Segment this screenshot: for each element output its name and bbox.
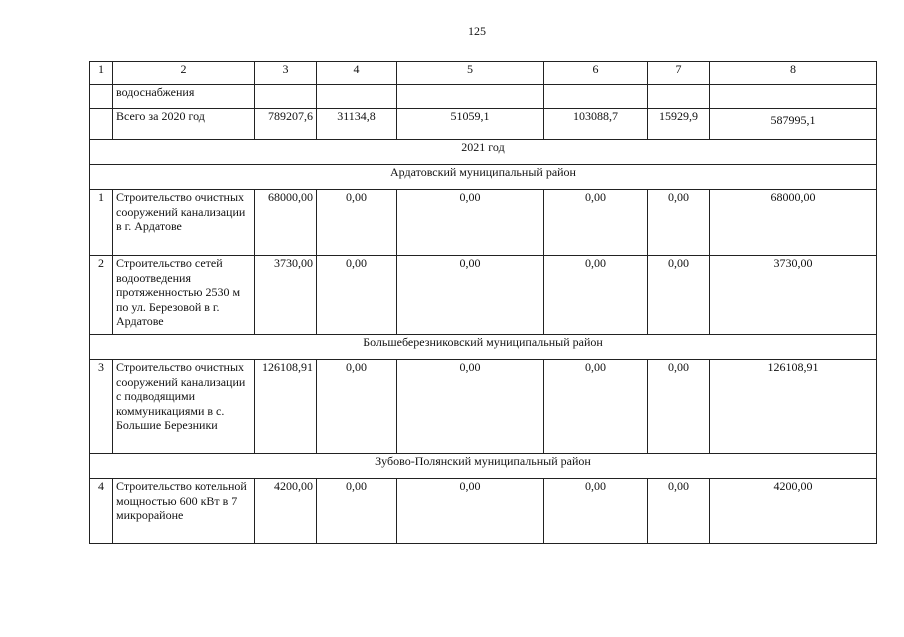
column-header: 7 xyxy=(648,62,710,85)
row-value: 3730,00 xyxy=(710,256,877,335)
row-name: водоснабжения xyxy=(113,85,255,109)
row-value: 0,00 xyxy=(317,360,397,454)
row-value: 0,00 xyxy=(397,190,544,256)
total-value: 31134,8 xyxy=(317,109,397,140)
district-heading: Зубово-Полянский муниципальный район xyxy=(90,454,877,479)
row-value: 68000,00 xyxy=(710,190,877,256)
column-header: 3 xyxy=(255,62,317,85)
table-row xyxy=(90,479,877,544)
district-header-row xyxy=(90,335,877,360)
row-value: 0,00 xyxy=(317,479,397,544)
row-value: 0,00 xyxy=(648,190,710,256)
row-value: 0,00 xyxy=(648,479,710,544)
column-header: 8 xyxy=(710,62,877,85)
district-header-row xyxy=(90,165,877,190)
column-header: 6 xyxy=(544,62,648,85)
page-number: 125 xyxy=(468,24,486,38)
row-number: 1 xyxy=(90,190,113,256)
row-value: 0,00 xyxy=(648,360,710,454)
total-value: 587995,1 xyxy=(710,109,877,140)
table-row xyxy=(90,256,877,335)
row-value: 4200,00 xyxy=(255,479,317,544)
row-value: 0,00 xyxy=(544,360,648,454)
district-heading: Большеберезниковский муниципальный район xyxy=(90,335,877,360)
column-header: 1 xyxy=(90,62,113,85)
row-value: 68000,00 xyxy=(255,190,317,256)
row-number: 4 xyxy=(90,479,113,544)
row-name: Строительство очистных сооружений канализации в г. Ардатове xyxy=(113,190,255,256)
table-row xyxy=(90,190,877,256)
row-value: 0,00 xyxy=(544,479,648,544)
continuation-row xyxy=(90,85,877,109)
row-name: Строительство котельной мощностью 600 кВт в 7 микрорайоне xyxy=(113,479,255,544)
row-value: 0,00 xyxy=(544,190,648,256)
investment-table xyxy=(89,61,877,544)
total-label: Всего за 2020 год xyxy=(113,109,255,140)
total-value: 15929,9 xyxy=(648,109,710,140)
table-row xyxy=(90,360,877,454)
column-header: 5 xyxy=(397,62,544,85)
row-name: Строительство очистных сооружений канализации с подводящими коммуникациями в с. Большие Березники xyxy=(113,360,255,454)
column-header: 2 xyxy=(113,62,255,85)
total-value: 789207,6 xyxy=(255,109,317,140)
row-value: 0,00 xyxy=(317,256,397,335)
district-heading: Ардатовский муниципальный район xyxy=(90,165,877,190)
row-number: 3 xyxy=(90,360,113,454)
year-heading: 2021 год xyxy=(90,140,877,165)
row-number: 2 xyxy=(90,256,113,335)
row-value: 126108,91 xyxy=(710,360,877,454)
row-value: 3730,00 xyxy=(255,256,317,335)
row-value: 0,00 xyxy=(397,479,544,544)
row-value: 0,00 xyxy=(648,256,710,335)
row-value: 0,00 xyxy=(317,190,397,256)
total-value: 103088,7 xyxy=(544,109,648,140)
column-number-row xyxy=(90,62,877,85)
row-value: 126108,91 xyxy=(255,360,317,454)
column-header: 4 xyxy=(317,62,397,85)
year-header-row xyxy=(90,140,877,165)
row-name: Строительство сетей водоотведения протяженностью 2530 м по ул. Березовой в г. Ардатове xyxy=(113,256,255,335)
district-header-row xyxy=(90,454,877,479)
row-value: 0,00 xyxy=(397,360,544,454)
row-value: 4200,00 xyxy=(710,479,877,544)
total-2020-row xyxy=(90,109,877,140)
row-value: 0,00 xyxy=(397,256,544,335)
total-value: 51059,1 xyxy=(397,109,544,140)
row-value: 0,00 xyxy=(544,256,648,335)
